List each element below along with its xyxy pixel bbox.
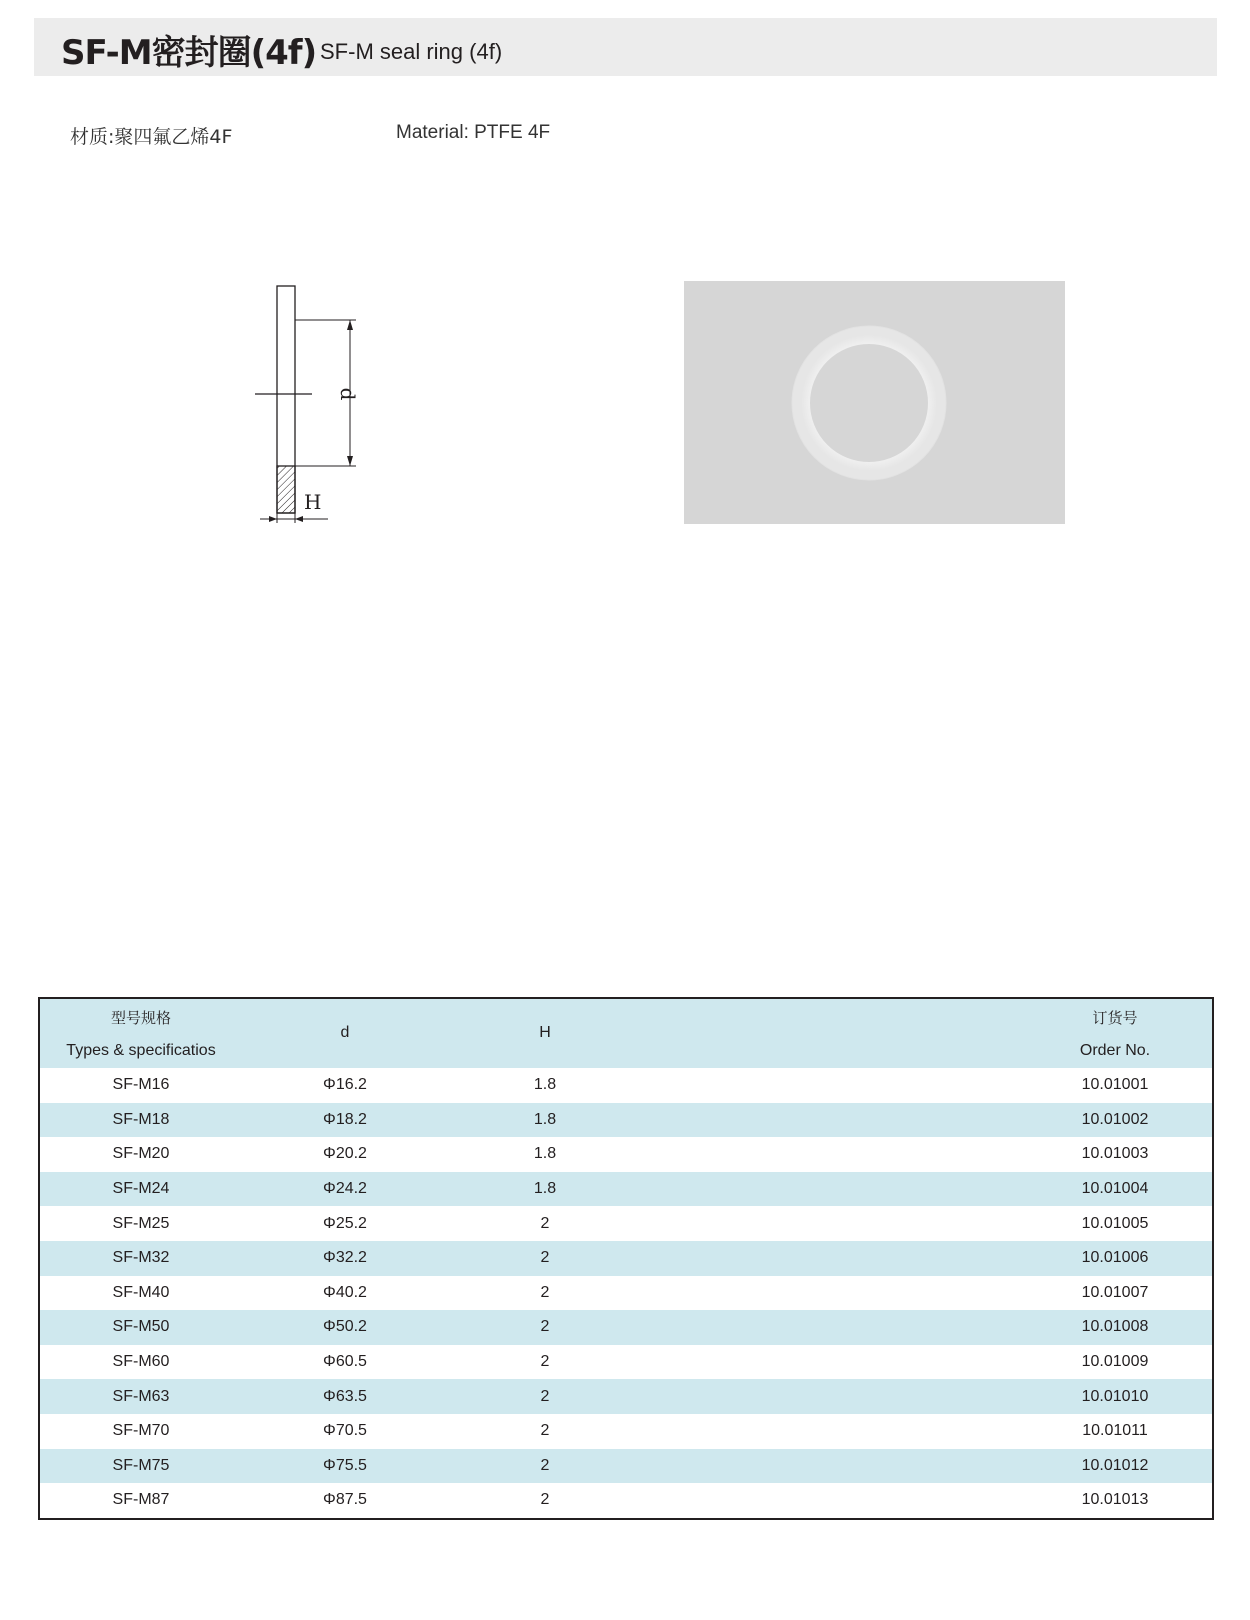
material-label-en: Material: PTFE 4F (396, 122, 551, 143)
cell-h: 2 (540, 1214, 550, 1232)
cell-type: SF-M50 (112, 1318, 170, 1336)
table-row (40, 1345, 1212, 1380)
table-row (40, 1103, 1212, 1138)
table-row (40, 1068, 1212, 1103)
cell-order: 10.01012 (1081, 1456, 1149, 1474)
cell-type: SF-M63 (112, 1387, 170, 1405)
cell-order: 10.01005 (1081, 1214, 1149, 1232)
cell-d: Φ87.5 (323, 1491, 367, 1509)
table-row (40, 1172, 1212, 1207)
cell-d: Φ60.5 (323, 1353, 367, 1371)
cell-h: 2 (540, 1422, 550, 1440)
cell-h: 1.8 (533, 1145, 557, 1163)
table-row (40, 1449, 1212, 1484)
cell-d: Φ24.2 (323, 1180, 367, 1198)
d-label: d (336, 387, 360, 401)
cell-d: Φ50.2 (323, 1318, 367, 1336)
section-hatch (277, 466, 295, 513)
spec-table (38, 997, 1214, 1520)
table-row (40, 1276, 1212, 1311)
cell-h: 2 (540, 1491, 550, 1509)
header-order-en: Order No. (1079, 1042, 1151, 1059)
cell-d: Φ32.2 (323, 1249, 367, 1267)
seal-ring-image (801, 335, 937, 471)
cell-order: 10.01006 (1081, 1249, 1149, 1267)
header-d: d (340, 1024, 350, 1041)
cell-h: 2 (540, 1456, 550, 1474)
title-bar (34, 18, 1217, 76)
cell-d: Φ70.5 (323, 1422, 367, 1440)
cell-type: SF-M40 (112, 1283, 170, 1301)
cell-d: Φ25.2 (323, 1214, 367, 1232)
cell-type: SF-M87 (112, 1491, 170, 1509)
table-row (40, 1137, 1212, 1172)
page-title: SF-M密封圈(4f) (61, 33, 317, 73)
header-type-en: Types & specificatios (66, 1042, 216, 1059)
table-row (40, 1379, 1212, 1414)
table-row (40, 1310, 1212, 1345)
cell-order: 10.01008 (1081, 1318, 1149, 1336)
product-photo (684, 281, 1065, 524)
cell-h: 2 (540, 1318, 550, 1336)
cell-type: SF-M18 (112, 1110, 170, 1128)
page-subtitle: SF-M seal ring (4f) (320, 39, 503, 64)
cell-type: SF-M32 (112, 1249, 170, 1267)
cell-order: 10.01013 (1081, 1491, 1149, 1509)
cell-order: 10.01004 (1081, 1180, 1149, 1198)
table-row (40, 1241, 1212, 1276)
cell-order: 10.01007 (1081, 1283, 1149, 1301)
table-header (40, 999, 1212, 1068)
cell-order: 10.01010 (1081, 1387, 1149, 1405)
cell-h: 2 (540, 1387, 550, 1405)
cell-d: Φ18.2 (323, 1110, 367, 1128)
table-body (40, 1068, 1212, 1518)
cell-order: 10.01002 (1081, 1110, 1149, 1128)
cell-h: 2 (540, 1353, 550, 1371)
cell-type: SF-M70 (112, 1422, 170, 1440)
header-order-cn: 订货号 (1092, 1009, 1138, 1027)
cell-d: Φ20.2 (323, 1145, 367, 1163)
cell-h: 2 (540, 1283, 550, 1301)
header-h: H (539, 1024, 551, 1041)
cell-d: Φ63.5 (323, 1387, 367, 1405)
cell-type: SF-M24 (112, 1180, 170, 1198)
cell-type: SF-M60 (112, 1353, 170, 1371)
table-row (40, 1414, 1212, 1449)
cell-order: 10.01011 (1082, 1422, 1148, 1440)
cell-h: 1.8 (533, 1180, 557, 1198)
cell-d: Φ75.5 (323, 1456, 367, 1474)
cell-order: 10.01009 (1081, 1353, 1149, 1371)
cell-d: Φ40.2 (323, 1283, 367, 1301)
table-row (40, 1206, 1212, 1241)
header-type-cn: 型号规格 (110, 1009, 172, 1027)
cell-type: SF-M20 (112, 1145, 170, 1163)
cell-type: SF-M25 (112, 1214, 170, 1232)
cell-h: 1.8 (533, 1110, 557, 1128)
cell-type: SF-M75 (112, 1456, 170, 1474)
cell-h: 1.8 (533, 1076, 557, 1094)
cell-type: SF-M16 (112, 1076, 170, 1094)
cell-d: Φ16.2 (323, 1076, 367, 1094)
h-label: H (304, 490, 322, 514)
material-label-cn: 材质:聚四氟乙烯4F (70, 126, 233, 148)
table-row (40, 1483, 1212, 1518)
seal-ring-section-drawing (250, 283, 370, 523)
cell-order: 10.01001 (1081, 1076, 1149, 1094)
cell-order: 10.01003 (1081, 1145, 1149, 1163)
cell-h: 2 (540, 1249, 550, 1267)
